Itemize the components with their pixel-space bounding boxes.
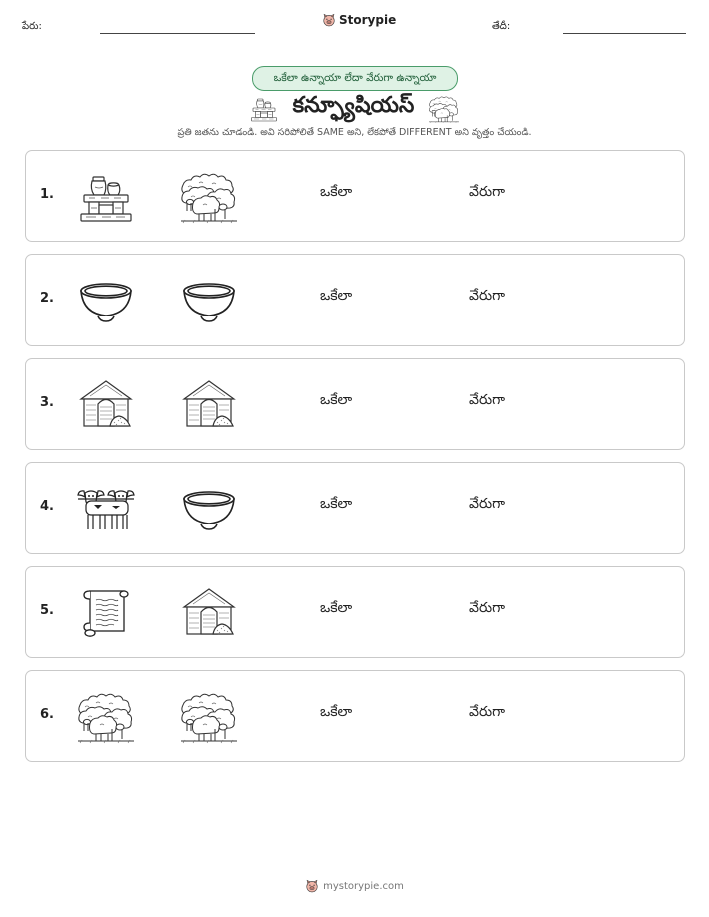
stone-altar-icon [76,167,136,225]
title-row [0,91,709,125]
question-number: 4. [40,499,54,514]
question-row [25,670,685,762]
same-option[interactable]: ఒకేలా [320,288,353,304]
date-line [563,33,686,34]
same-option[interactable]: ఒకేలా [320,184,353,200]
question-row [25,462,685,554]
same-option[interactable]: ఒకేలా [320,704,353,720]
instructions: ప్రతి జతను చూడండి. అవి సరిపోలితే SAME అని, లేకపోతే DIFFERENT అని వృత్తం చేయండి. [177,127,532,138]
date-label: తేదీ: [492,21,511,32]
sheep-flock-icon [428,93,460,124]
scroll-icon [76,583,136,641]
bowl-icon [179,271,239,329]
same-option[interactable]: ఒకేలా [320,496,353,512]
ox-icon [76,479,136,537]
stone-altar-icon [249,94,279,123]
different-option[interactable]: వేరుగా [469,184,505,200]
activity-badge: ఒకేలా ఉన్నాయా లేదా వేరుగా ఉన్నాయా [252,66,458,91]
sheep-flock-icon [76,687,136,745]
same-option[interactable]: ఒకేలా [320,392,353,408]
different-option[interactable]: వేరుగా [469,600,505,616]
footer-url: mystorypie.com [323,880,404,892]
bowl-icon [76,271,136,329]
worksheet-header [0,0,709,50]
granary-icon [76,375,136,433]
question-number: 2. [40,291,54,306]
question-row [25,566,685,658]
question-row [25,150,685,242]
storypie-pig-icon [305,879,319,893]
brand-logo [322,13,396,27]
brand-name: Storypie [339,13,397,27]
question-row [25,254,685,346]
granary-icon [179,375,239,433]
granary-icon [179,583,239,641]
page-title: కన్ఫ్యూషియస్ [292,93,415,118]
question-number: 1. [40,187,54,202]
different-option[interactable]: వేరుగా [469,288,505,304]
question-number: 3. [40,395,54,410]
different-option[interactable]: వేరుగా [469,392,505,408]
sheep-flock-icon [179,687,239,745]
question-number: 5. [40,603,54,618]
same-option[interactable]: ఒకేలా [320,600,353,616]
bowl-icon [179,479,239,537]
question-row [25,358,685,450]
storypie-pig-icon [322,13,336,27]
different-option[interactable]: వేరుగా [469,704,505,720]
sheep-flock-icon [179,167,239,225]
name-label: పేరు: [22,21,42,32]
name-line [100,33,255,34]
question-number: 6. [40,707,54,722]
different-option[interactable]: వేరుగా [469,496,505,512]
footer [0,879,709,893]
